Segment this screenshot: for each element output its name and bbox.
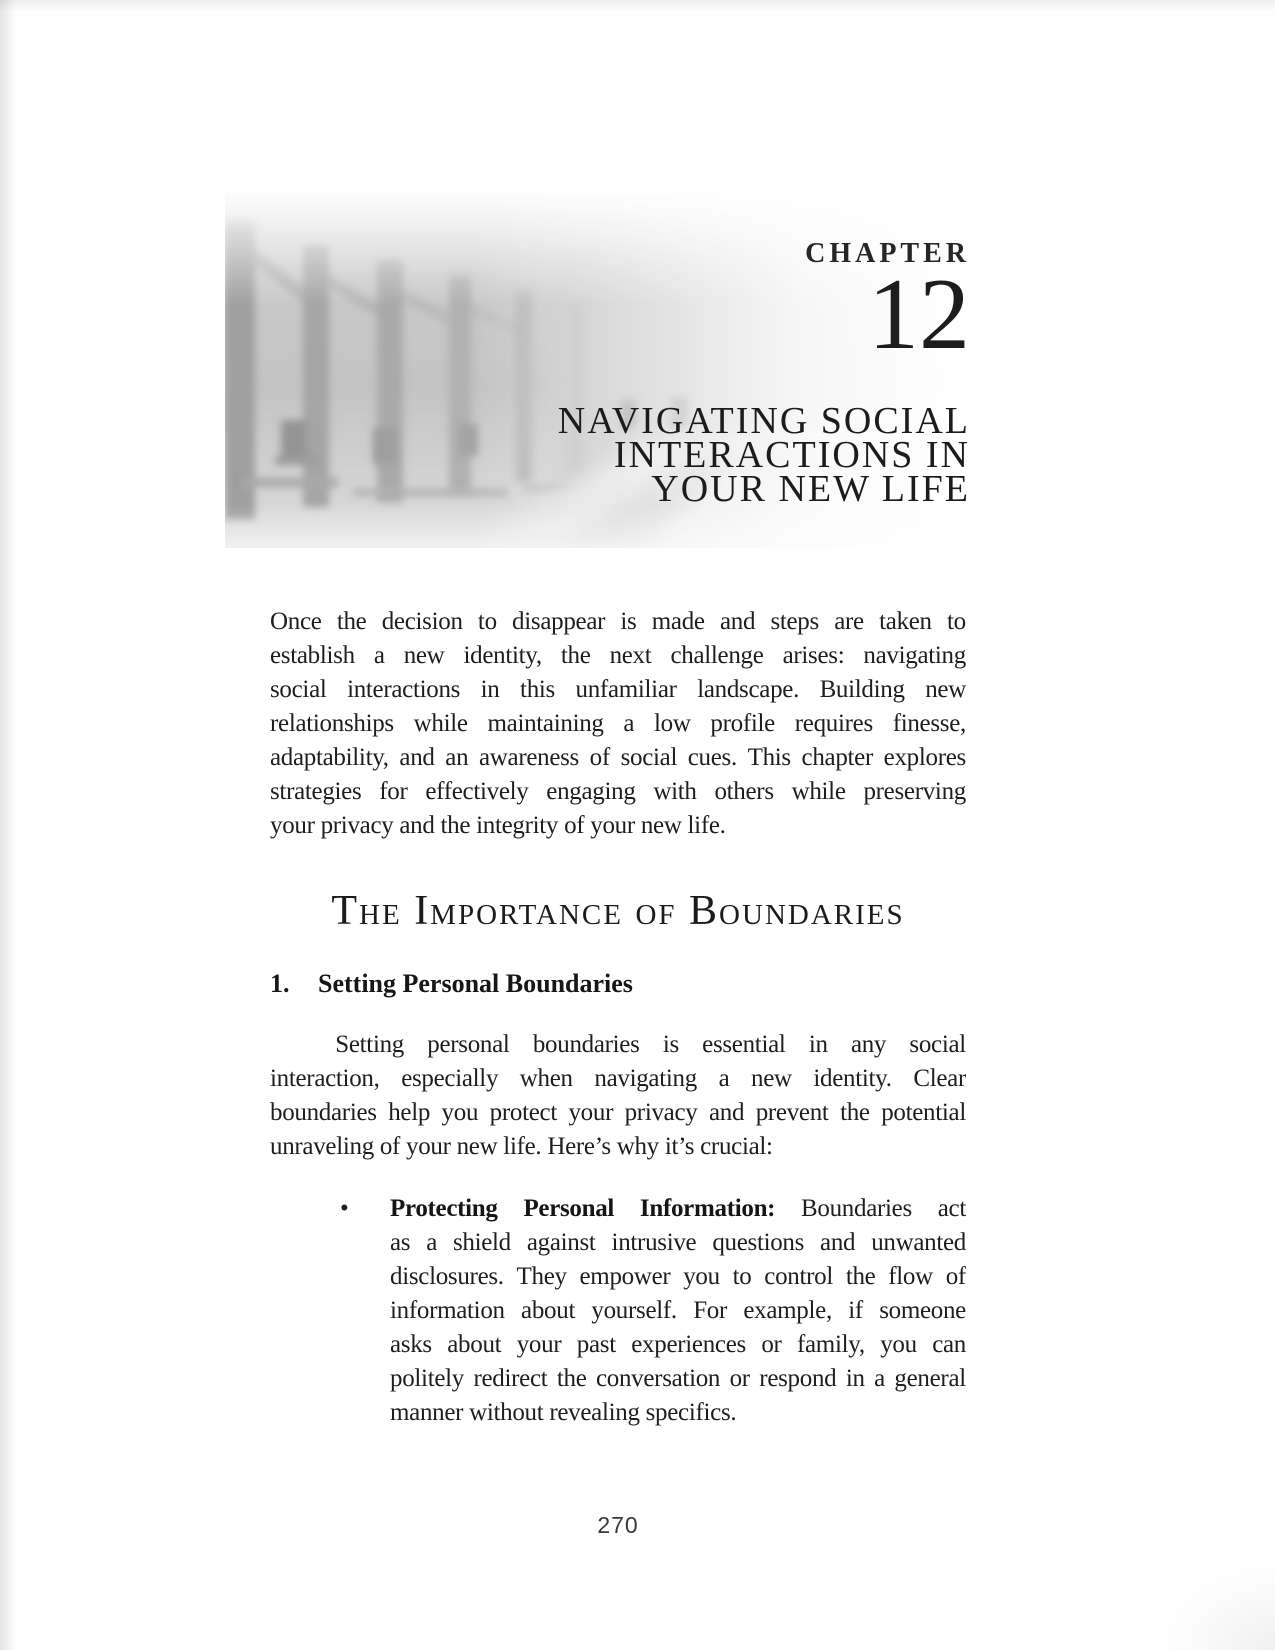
bullet-item: [270, 1192, 966, 1430]
numbered-item-heading: [270, 968, 966, 1000]
scan-edge-shading-corner: [1155, 1560, 1275, 1650]
text-line: as a shield against intrusive questions and unwanted: [390, 1229, 966, 1256]
text-line: establish a new identity, the next challenge arises: navigating: [270, 642, 966, 669]
text-line: asks about your past experiences or family, you can: [390, 1331, 966, 1358]
chapter-title: [410, 399, 970, 510]
text-line: adaptability, and an awareness of social cues. This chapter explores: [270, 744, 966, 771]
intro-paragraph: [270, 605, 966, 843]
item-title: Setting Personal Boundaries: [318, 969, 633, 998]
chapter-number: 12: [868, 258, 970, 371]
scan-edge-shading-top: [0, 0, 1275, 12]
text-line: politely redirect the conversation or respond in a general: [390, 1365, 966, 1392]
text-line: unraveling of your new life. Here’s why it’s crucial:: [270, 1133, 773, 1160]
text-line: boundaries help you protect your privacy and prevent the potential: [270, 1099, 966, 1126]
text-line: YOUR NEW LIFE: [651, 468, 970, 510]
section-heading: The Importance of Boundaries: [331, 888, 905, 934]
text-line: Protecting Personal Information: Boundaries act: [390, 1195, 966, 1222]
text-line: social interactions in this unfamiliar landscape. Building new: [270, 676, 966, 703]
chapter-kicker: CHAPTER: [805, 238, 970, 269]
text-line: disclosures. They empower you to control the flow of: [390, 1263, 966, 1290]
text-line: interaction, especially when navigating a new identity. Clear: [270, 1065, 966, 1092]
section-body-paragraph: [270, 1028, 966, 1164]
text-line: NAVIGATING SOCIAL: [557, 400, 970, 442]
text-line: INTERACTIONS IN: [613, 434, 970, 476]
text-line: your privacy and the integrity of your new life.: [270, 812, 726, 839]
text-line: relationships while maintaining a low profile requires finesse,: [270, 710, 966, 737]
text-line: information about yourself. For example, if someone: [390, 1297, 966, 1324]
bullet-text: [390, 1192, 966, 1430]
page-number: 270: [597, 1512, 639, 1538]
item-number: 1.: [270, 969, 290, 998]
text-line: Setting personal boundaries is essential in any social: [335, 1031, 966, 1058]
text-line: Once the decision to disappear is made and steps are taken to: [270, 608, 966, 635]
chapter-header: [410, 238, 970, 510]
scan-edge-shading-left: [0, 0, 16, 1650]
text-line: strategies for effectively engaging with others while preserving: [270, 778, 966, 805]
bullet-marker: •: [340, 1195, 349, 1222]
text-line: manner without revealing specifics.: [390, 1399, 737, 1426]
